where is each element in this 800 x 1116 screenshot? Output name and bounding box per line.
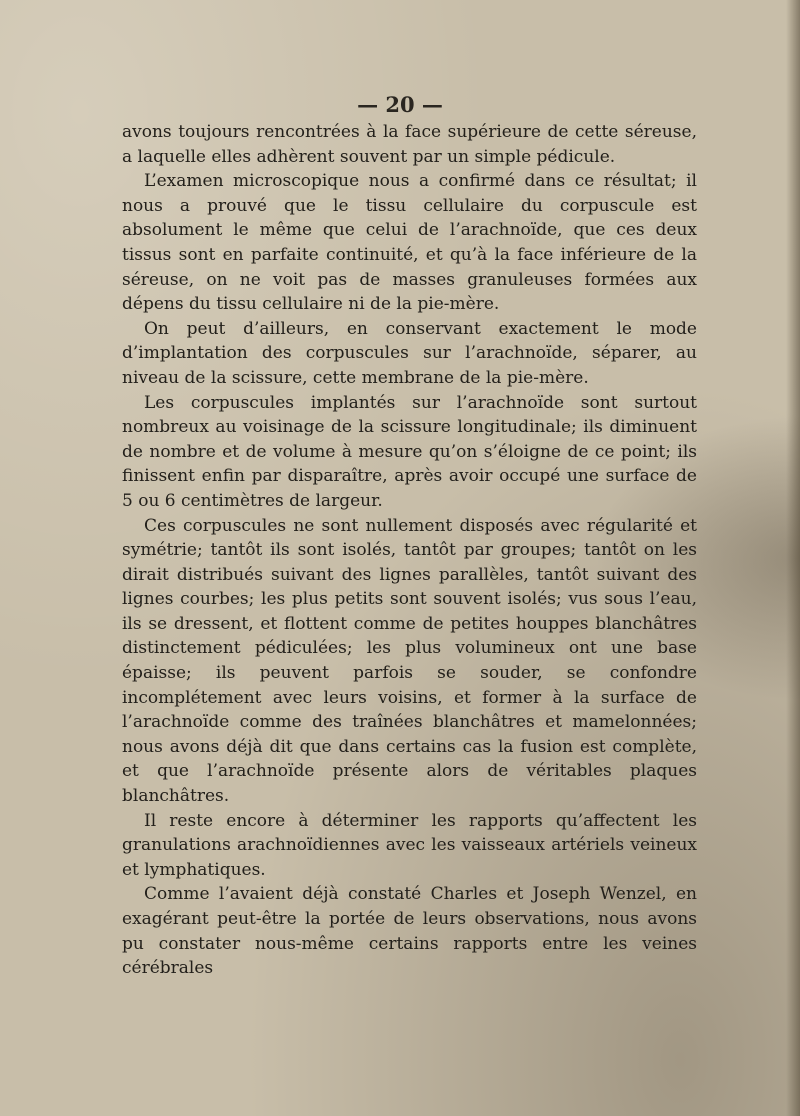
page-number: — 20 — xyxy=(357,92,443,117)
paragraph: L’examen microscopique nous a confirmé dans ce résultat; il nous a prouvé que le tissu cellulaire du corpuscule est absolument le même que celui de l’arachnoïde, que ces deux tissus sont en parfaite continuité, et qu’à la face inférieure de la séreuse, on ne voit pas de masses granuleuses formées aux dépens du tissu cellulaire ni de la pie-mère. xyxy=(122,171,697,315)
body-text xyxy=(122,120,697,981)
paragraph-continued: avons toujours rencontrées à la face supérieure de cette séreuse, a laquelle elles adhèrent souvent par un simple pédicule. xyxy=(122,122,697,167)
page-edge-shadow xyxy=(786,0,800,1116)
paragraph: Les corpuscules implantés sur l’arachnoïde sont surtout nombreux au voisinage de la scissure longitudinale; ils diminuent de nombre et de volume à mesure qu’on s’éloigne de ce point; ils finissent enfin par disparaître, après avoir occupé une surface de 5 ou 6 centimètres de largeur. xyxy=(122,392,697,511)
paragraph: Il reste encore à déterminer les rapports qu’affectent les granulations arachnoïdiennes avec les vaisseaux artériels veineux et lymphatiques. xyxy=(122,810,697,880)
paragraph: On peut d’ailleurs, en conservant exactement le mode d’implantation des corpuscules sur l’arachnoïde, séparer, au niveau de la scissure, cette membrane de la pie-mère. xyxy=(122,318,697,388)
paragraph: Ces corpuscules ne sont nullement disposés avec régularité et symétrie; tantôt ils sont isolés, tantôt par groupes; tantôt on les dirait distribués suivant des lignes parallèles, tantôt suivant des lignes courbes; les plus petits sont souvent isolés; vus sous l’eau, ils se dressent, et flottent comme de petites houppes blanchâtres distinctement pédiculées; les plus volumineux ont une base épaisse; ils peuvent parfois se souder, se confondre incomplétement avec leurs voisins, et former à la surface de l’arachnoïde comme des traînées blanchâtres et mamelonnées; nous avons déjà dit que dans certains cas la fusion est complète, et que l’arachnoïde présente alors de véritables plaques blanchâtres. xyxy=(122,515,697,807)
paragraph: Comme l’avaient déjà constaté Charles et Joseph Wenzel, en exagérant peut-être la portée de leurs observations, nous avons pu constater nous-même certains rapports entre les veines cérébrales xyxy=(122,884,697,979)
